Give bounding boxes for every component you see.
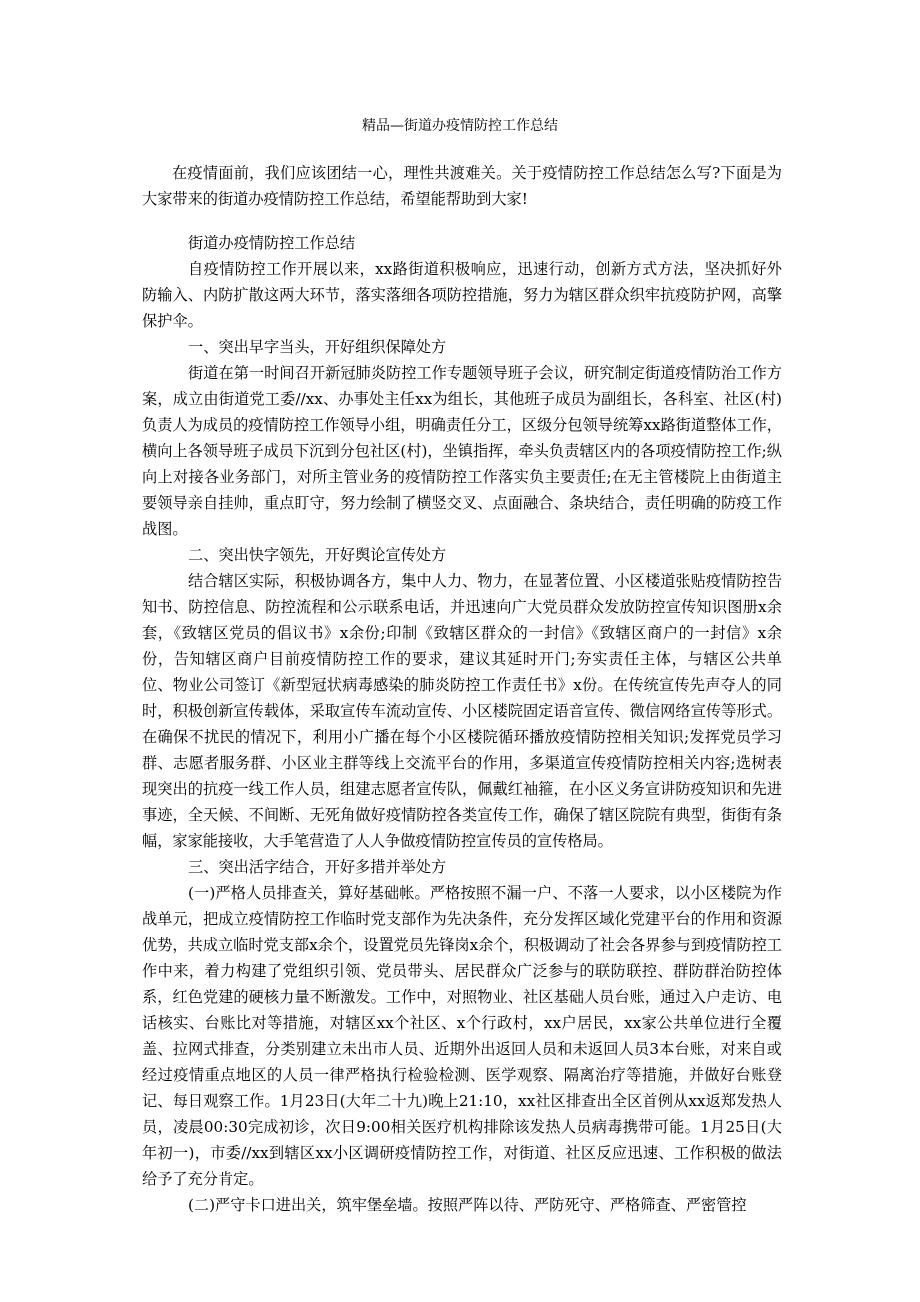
body-paragraph: 自疫情防控工作开展以来，xx路街道积极响应，迅速行动，创新方式方法，坚决抓好外防输入、内防扩散这两大环节，落实落细各项防控措施，努力为辖区群众织牢抗疫防护网，高擎保护伞。 [142, 260, 782, 330]
section-heading: 二、突出快字领先，开好舆论宣传处方 [188, 546, 447, 564]
section-heading: 一、突出早字当头，开好组织保障处方 [188, 338, 447, 356]
document-title: 精品—街道办疫情防控工作总结 [362, 118, 558, 134]
section-heading: 街道办疫情防控工作总结 [188, 234, 356, 252]
body-paragraph: 街道在第一时间召开新冠肺炎防控工作专题领导班子会议，研究制定街道疫情防治工作方案，成立由街道党工委//xx、办事处主任xx为组长，其他班子成员为副组长，各科室、社区(村)负责人为成员的疫情防控工作领导小组，明确责任分工，区级分包领导统筹xx路街道整体工作，横向上各领导班子成员下沉到分包社区(村)，坐镇指挥，牵头负责辖区内的各项疫情防控工作;纵向上对接各业务部门，对所主管业务的疫情防控工作落实负主要责任;在无主管楼院上由街道主要领导亲自挂帅，重点盯守，努力绘制了横竖交叉、点面融合、条块结合，责任明确的防疫工作战图。 [142, 364, 782, 538]
body-paragraph: 结合辖区实际，积极协调各方，集中人力、物力，在显著位置、小区楼道张贴疫情防控告知书、防控信息、防控流程和公示联系电话，并迅速向广大党员群众发放防控宣传知识图册x余套，《致辖区党员的倡议书》x余份;印制《致辖区群众的一封信》《致辖区商户的一封信》x余份，告知辖区商户目前疫情防控工作的要求，建议其延时开门;夯实责任主体，与辖区公共单位、物业公司签订《新型冠状病毒感染的肺炎防控工作责任书》x份。在传统宣传先声夺人的同时，积极创新宣传载体，采取宣传车流动宣传、小区楼院固定语音宣传、微信网络宣传等形式。在确保不扰民的情况下，利用小广播在每个小区楼院循环播放疫情防控相关知识;发挥党员学习群、志愿者服务群、小区业主群等线上交流平台的作用，多渠道宣传疫情防控相关内容;选树表现突出的抗疫一线工作人员，组建志愿者宣传队，佩戴红袖箍，在小区义务宣讲防疫知识和先进事迹，全天候、不间断、无死角做好疫情防控各类宣传工作，确保了辖区院院有典型，街街有条幅，家家能接收，大手笔营造了人人争做疫情防控宣传员的宣传格局。 [142, 572, 782, 850]
section-heading: 三、突出活字结合，开好多措并举处方 [188, 858, 447, 876]
intro-paragraph: 在疫情面前，我们应该团结一心，理性共渡难关。关于疫情防控工作总结怎么写?下面是为大家带来的街道办疫情防控工作总结，希望能帮助到大家! [142, 164, 782, 208]
document-body [142, 230, 782, 1218]
body-paragraph: (一)严格人员排查关，算好基础帐。严格按照不漏一户、不落一人要求，以小区楼院为作战单元，把成立疫情防控工作临时党支部作为先决条件，充分发挥区域化党建平台的作用和资源优势，共成立临时党支部x余个，设置党员先锋岗x余个，积极调动了社会各界参与到疫情防控工作中来，着力构建了党组织引领、党员带头、居民群众广泛参与的联防联控、群防群治防控体系，红色党建的硬核力量不断激发。工作中，对照物业、社区基础人员台账，通过入户走访、电话核实、台账比对等措施，对辖区xx个社区、x个行政村，xx户居民，xx家公共单位进行全覆盖、拉网式排查，分类别建立未出市人员、近期外出返回人员和未返回人员3本台账，对来自或经过疫情重点地区的人员一律严格执行检验检测、医学观察、隔离治疗等措施，并做好台账登记、每日观察工作。1月23日(大年二十九)晚上21:10，xx社区排查出全区首例从xx返郑发热人员，凌晨00:30完成初诊，次日9:00相关医疗机构排除该发热人员病毒携带可能。1月25日(大年初一)，市委//xx到辖区xx小区调研疫情防控工作，对街道、社区反应迅速、工作积极的做法给予了充分肯定。 [142, 884, 782, 1188]
body-paragraph: (二)严守卡口进出关，筑牢堡垒墙。按照严阵以待、严防死守、严格筛查、严密管控 [188, 1196, 747, 1214]
